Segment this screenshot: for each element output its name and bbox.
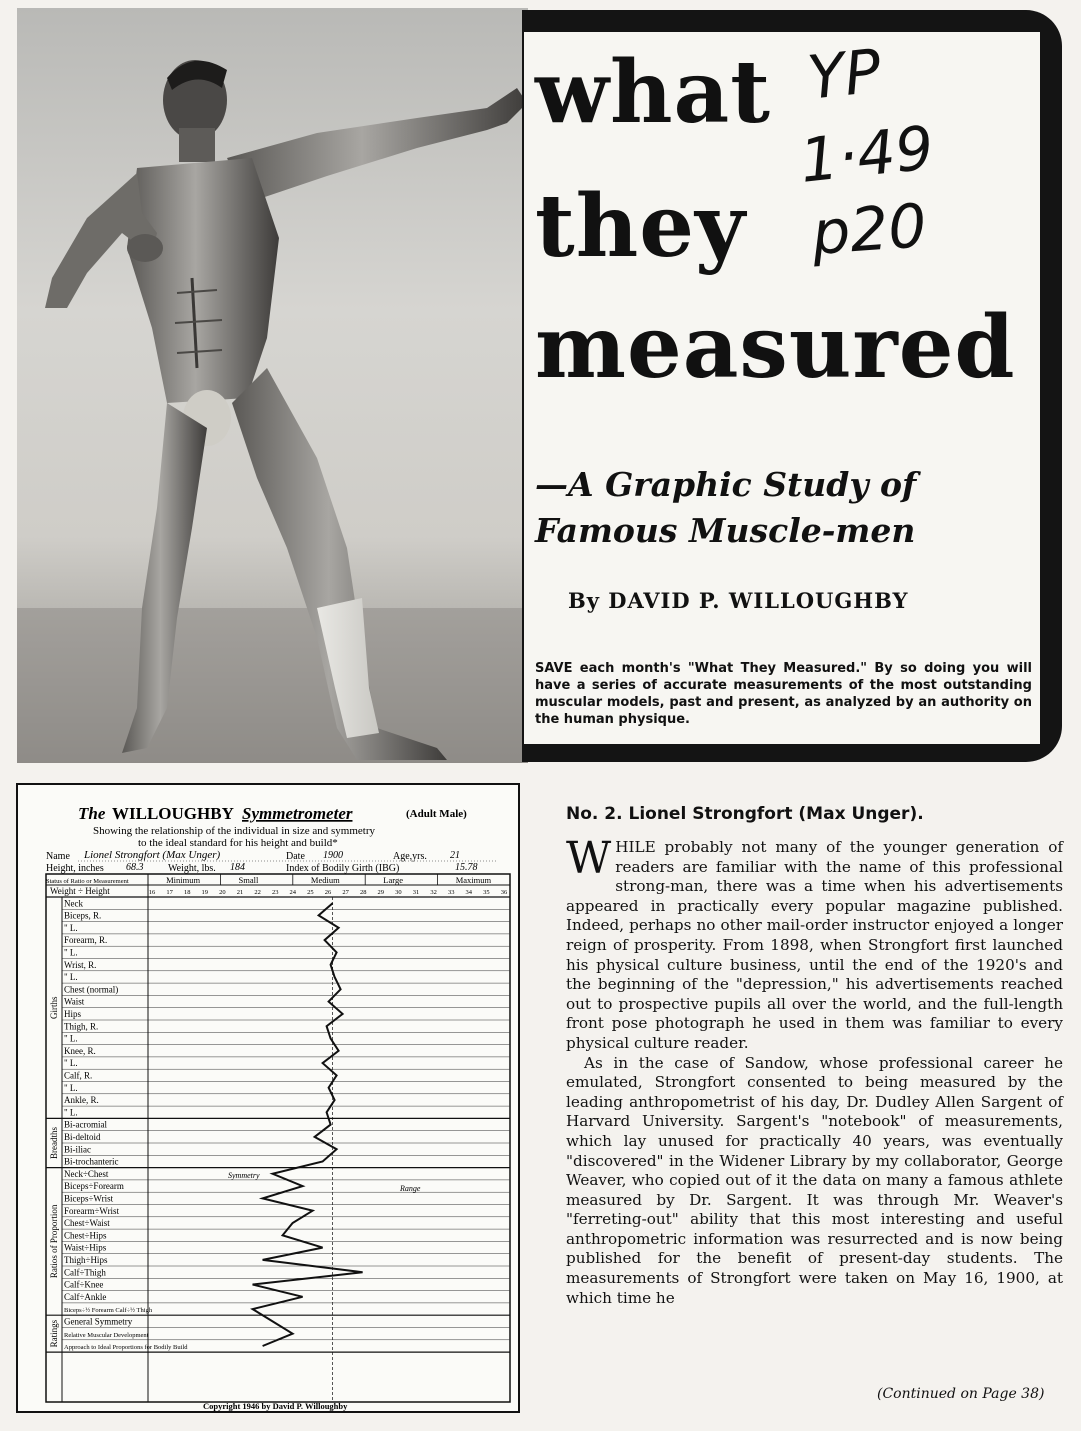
sym-row-label: Waist: [64, 996, 85, 1007]
sym-weight-tick: 27: [342, 889, 349, 896]
sym-date-label: Date: [286, 851, 305, 862]
sym-row-label: " L.: [64, 1058, 78, 1069]
sym-scale-maximum: Maximum: [455, 875, 492, 885]
handwritten-note-2: 1·49: [796, 113, 937, 197]
handwritten-note-1: YP: [804, 36, 885, 114]
byline: By DAVID P. WILLOUGHBY: [568, 588, 909, 613]
sym-row-label: Biceps÷Forearm: [64, 1181, 124, 1192]
sym-weight-tick: 33: [447, 889, 455, 896]
sym-row-label: Bi-deltoid: [64, 1132, 101, 1142]
sym-weight-tick: 26: [324, 889, 332, 896]
sym-row-label: Thigh÷Hips: [64, 1255, 108, 1265]
article-paragraph-2: As in the case of Sandow, whose professional career he emulated, Strongfort consented to being measured by the leading anthropometrist of his day, Dr. Dudley Allen Sargent of Harvard University. Sargent's "notebook" of measurements, which lay unused for practically 40 years, was eventually "discovered" in the Widener Library by my collaborator, George Weaver, who copied out of it the data on many a famous athlete measured by Dr. Sargent. It was through Mr. Weaver's "ferreting-out" ability that this most interesting and useful anthropometric information was resurrected and is now being published for the benefit of present-day students. The measurements of Strongfort were taken on May 16, 1900, at which time he: [566, 1053, 1063, 1307]
sym-symmetry-label: Symmetry: [228, 1171, 260, 1180]
sym-row-label: Forearm÷Wrist: [64, 1205, 120, 1216]
sym-row-label: Bi-acromial: [64, 1119, 107, 1130]
sym-scale-label: Status of Ratio or Measurement: [46, 878, 129, 885]
sym-weight-tick: 30: [395, 889, 402, 896]
sym-caption-2: to the ideal standard for his height and build*: [138, 837, 338, 849]
sym-scale-small: Small: [238, 875, 259, 885]
sym-row-label: Ankle, R.: [64, 1095, 99, 1106]
sym-scale-medium: Medium: [310, 875, 340, 885]
continued-note: (Continued on Page 38): [877, 1386, 1045, 1402]
sym-row-label: Neck÷Chest: [64, 1168, 109, 1179]
sym-weight-tick: 19: [201, 889, 209, 896]
sym-row-label: Approach to Ideal Proportions for Bodily Build: [64, 1344, 188, 1352]
article-heading: No. 2. Lionel Strongfort (Max Unger).: [566, 804, 924, 824]
paragraph-1-text: probably not many of the younger generation of readers are familiar with the name of this professional strong-man, there was a time when his advertisements appeared in practically every popular magazine published. Indeed, perhaps no other mail-order instructor enjoyed a longer reign of prosperity. From 1898, when Strongfort first launched his physical culture business, until the end of the 1920's and the beginning of the "depression," his advertisements reached out to prospective pupils all over the world, and the full-length front pose photograph he used in them was familiar to every physical culture reader.: [566, 838, 1063, 1052]
sym-weight-tick: 25: [307, 889, 314, 896]
sym-title-symmetrometer: Symmetrometer: [242, 804, 353, 823]
handwritten-note-3: p20: [809, 191, 929, 269]
sym-title-adult: (Adult Male): [406, 808, 467, 820]
sym-weight-value: 184: [230, 862, 245, 873]
sym-caption-1: Showing the relationship of the individual in size and symmetry: [93, 825, 375, 837]
strongman-photo: [17, 8, 528, 763]
sym-weight-tick: 36: [500, 889, 508, 896]
sym-group-label: Girths: [49, 996, 59, 1019]
sym-age-value: 21: [450, 850, 460, 861]
sym-row-label: Biceps÷½ Forearm Calf÷½ Thigh: [64, 1307, 153, 1315]
sym-weight-tick: 20: [219, 889, 226, 896]
sym-row-label: Chest÷Hips: [64, 1230, 107, 1241]
sym-weight-tick: 22: [254, 889, 261, 896]
sym-row-label: Hips: [64, 1009, 82, 1019]
sym-weight-label: Weight, lbs.: [168, 863, 216, 874]
article-paragraph-1: [566, 833, 1063, 1054]
sym-row-label: Bi-trochanteric: [64, 1156, 119, 1167]
sym-weight-tick: 29: [377, 889, 385, 896]
sym-row-label: " L.: [64, 1107, 78, 1118]
sym-date-value: 1900: [323, 850, 343, 861]
sym-row-label: Relative Muscular Development: [64, 1331, 149, 1339]
sym-row-label: Knee, R.: [64, 1045, 96, 1056]
sym-weight-tick: 16: [148, 889, 156, 896]
sym-weight-tick: 24: [289, 889, 297, 896]
sym-title-name: WILLOUGHBY: [112, 804, 234, 823]
sym-row-label: Biceps, R.: [64, 910, 102, 921]
sym-height-label: Height, inches: [46, 863, 104, 874]
sym-weight-tick: 35: [483, 889, 490, 896]
sym-weight-tick: 32: [430, 889, 437, 896]
drop-cap: W: [566, 833, 612, 884]
sym-row-label: Neck: [64, 898, 83, 909]
sym-name-value: Lionel Strongfort (Max Unger): [84, 849, 221, 861]
lead-in: HILE: [615, 838, 656, 856]
sym-row-label: Thigh, R.: [64, 1021, 99, 1032]
sym-row-label: " L.: [64, 922, 78, 933]
sym-index-label: Index of Bodily Girth (IBG): [286, 863, 400, 874]
sym-row-label: " L.: [64, 1082, 78, 1093]
sym-title-the: The: [78, 804, 106, 823]
sym-row-label: Calf, R.: [64, 1070, 93, 1081]
sym-row-label: General Symmetry: [64, 1316, 133, 1327]
sym-row-label: Forearm, R.: [64, 935, 108, 946]
title-line-2: they: [535, 176, 746, 277]
sym-scale-large: Large: [383, 875, 403, 885]
sym-range-label: Range: [400, 1184, 421, 1193]
sym-weight-tick: 31: [412, 889, 420, 896]
sym-index-value: 15.78: [455, 862, 478, 873]
sym-row-label: Wrist, R.: [64, 959, 97, 970]
sym-group-label: Breadths: [49, 1127, 59, 1159]
sym-weight-tick: 17: [166, 889, 173, 896]
sym-row-label: Chest÷Waist: [64, 1218, 110, 1229]
sym-weight-tick: 28: [359, 889, 367, 896]
sym-row-label: Waist÷Hips: [64, 1242, 107, 1253]
subtitle-line-2: Famous Muscle-men: [535, 511, 916, 550]
sym-row-label: Bi-iliac: [64, 1144, 91, 1155]
sym-row-label: " L.: [64, 947, 78, 958]
sym-row-label: Calf÷Ankle: [64, 1291, 107, 1302]
title-line-3: measured: [535, 297, 1016, 398]
sym-height-value: 68.3: [126, 862, 144, 873]
sym-weight-tick: 34: [465, 889, 473, 896]
sym-group-label: Ratings: [49, 1319, 59, 1348]
title-line-1: what: [535, 42, 772, 143]
sym-copyright: Copyright 1946 by David P. Willoughby: [203, 1401, 348, 1411]
sym-row-label: Chest (normal): [64, 984, 119, 995]
sym-scale-minimum: Minimum: [166, 875, 201, 885]
save-note: SAVE each month's "What They Measured." By so doing you will have a series of accurate measurements of the most outstanding muscular models, past and present, as analyzed by an authority on the human physique.: [535, 661, 1032, 727]
sym-weight-tick: 18: [183, 889, 191, 896]
sym-weight-row-label: Weight ÷ Height: [50, 886, 110, 896]
sym-weight-tick: 23: [271, 889, 279, 896]
sym-name-label: Name: [46, 851, 70, 862]
subtitle-line-1: —A Graphic Study of: [535, 465, 917, 504]
symmetrometer-chart: [16, 783, 520, 1413]
sym-age-label: Age,yrs.: [393, 851, 427, 862]
sym-row-label: " L.: [64, 972, 78, 983]
article-body: [566, 833, 1063, 1308]
sym-row-label: " L.: [64, 1033, 78, 1044]
sym-group-label: Ratios of Proportion: [49, 1204, 59, 1279]
sym-row-label: Calf÷Thigh: [64, 1267, 106, 1278]
sym-row-label: Biceps÷Wrist: [64, 1193, 114, 1204]
sym-weight-tick: 21: [236, 889, 244, 896]
sym-row-label: Calf÷Knee: [64, 1279, 104, 1290]
